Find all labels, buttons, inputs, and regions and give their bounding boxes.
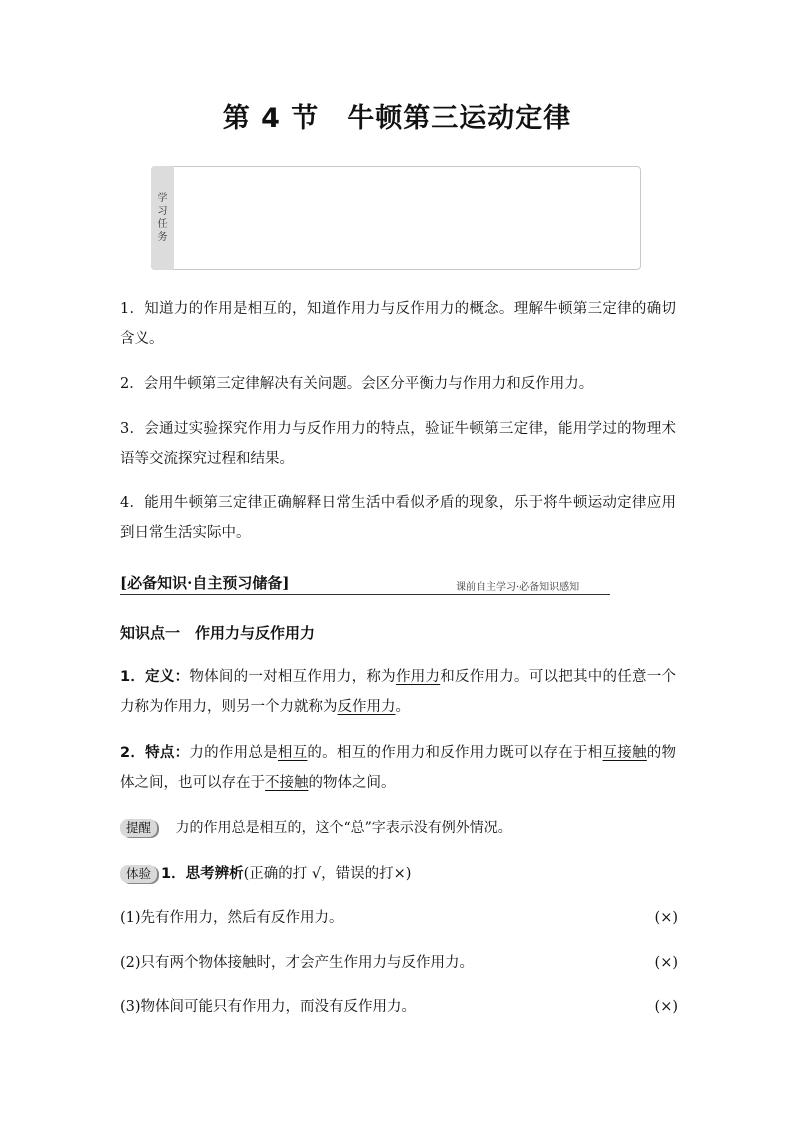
experience-bold: 思考辨析 [185, 866, 244, 882]
judgment-row [120, 908, 678, 928]
judgment-row [120, 997, 678, 1017]
section-subtitle: 课前自主学习·必备知识感知 [456, 582, 580, 593]
judgment-mark: (×) [654, 999, 678, 1015]
definition-prefix: 1．定义： [120, 669, 190, 685]
definition-text-2: 和反作用力。可以把其中的任意一个力称为作用力，则另一个力就称为 [120, 669, 677, 715]
judgment-mark: (×) [654, 910, 678, 926]
judgment-text: 先有作用力，然后有反作用力。 [140, 910, 344, 926]
knowledge-point-title: 知识点一 作用力与反作用力 [120, 624, 316, 642]
experience-text: (正确的打 √，错误的打×) [243, 866, 412, 882]
feature-text-3: 的物体之间，也可以存在于 [120, 745, 677, 791]
tip-row [120, 818, 680, 838]
objective-3: 3．会通过实验探究作用力与反作用力的特点，验证牛顿第三定律，能用学过的物理术语等交流探究过程和结果。 [120, 421, 676, 467]
judgment-text: 只有两个物体接触时，才会产生作用力与反作用力。 [140, 955, 475, 971]
objective-4: 4．能用牛顿第三定律正确解释日常生活中看似矛盾的现象，乐于将牛顿运动定律应用到日常生活实际中。 [120, 495, 676, 541]
tip-text: 力的作用总是相互的，这个“总”字表示没有例外情况。 [175, 820, 512, 836]
judgment-label: (2) [120, 955, 141, 971]
judgment-label: (3) [120, 999, 141, 1015]
experience-row [120, 864, 680, 884]
definition-underline-1: 作用力 [395, 669, 441, 685]
learning-task-box [151, 166, 641, 270]
definition-underline-2: 反作用力 [337, 699, 396, 715]
judgment-row [120, 953, 678, 973]
feature-underline-3: 不接触 [265, 775, 309, 791]
definition-text-3: 。 [395, 699, 410, 715]
feature-underline-1: 相互 [277, 745, 308, 761]
feature-paragraph [120, 738, 676, 798]
experience-num: 1． [161, 866, 186, 882]
judgment-text: 物体间可能只有作用力，而没有反作用力。 [140, 999, 417, 1015]
definition-paragraph [120, 662, 676, 722]
feature-prefix: 2．特点： [120, 745, 190, 761]
feature-text-4: 的物体之间。 [308, 775, 396, 791]
experience-badge: 体验 [120, 865, 157, 883]
section-heading: [必备知识·自主预习储备] [120, 574, 290, 592]
objective-1: 1．知道力的作用是相互的，知道作用力与反作用力的概念。理解牛顿第三定律的确切含义。 [120, 301, 676, 347]
objective-2: 2．会用牛顿第三定律解决有关问题。会区分平衡力与作用力和反作用力。 [120, 376, 594, 392]
learning-task-label-text: 学习任务 [157, 193, 168, 243]
feature-underline-2: 互接触 [602, 745, 647, 761]
tip-badge: 提醒 [120, 819, 157, 837]
learning-task-label [151, 192, 174, 244]
definition-text-1: 物体间的一对相互作用力，称为 [189, 669, 396, 685]
judgment-mark: (×) [654, 955, 678, 971]
judgment-label: (1) [120, 910, 141, 926]
page-title: 第 4 节 牛顿第三运动定律 [222, 103, 572, 134]
feature-text-2: 的。相互的作用力和反作用力既可以存在于相 [307, 745, 603, 761]
feature-text-1: 力的作用总是 [189, 745, 278, 761]
